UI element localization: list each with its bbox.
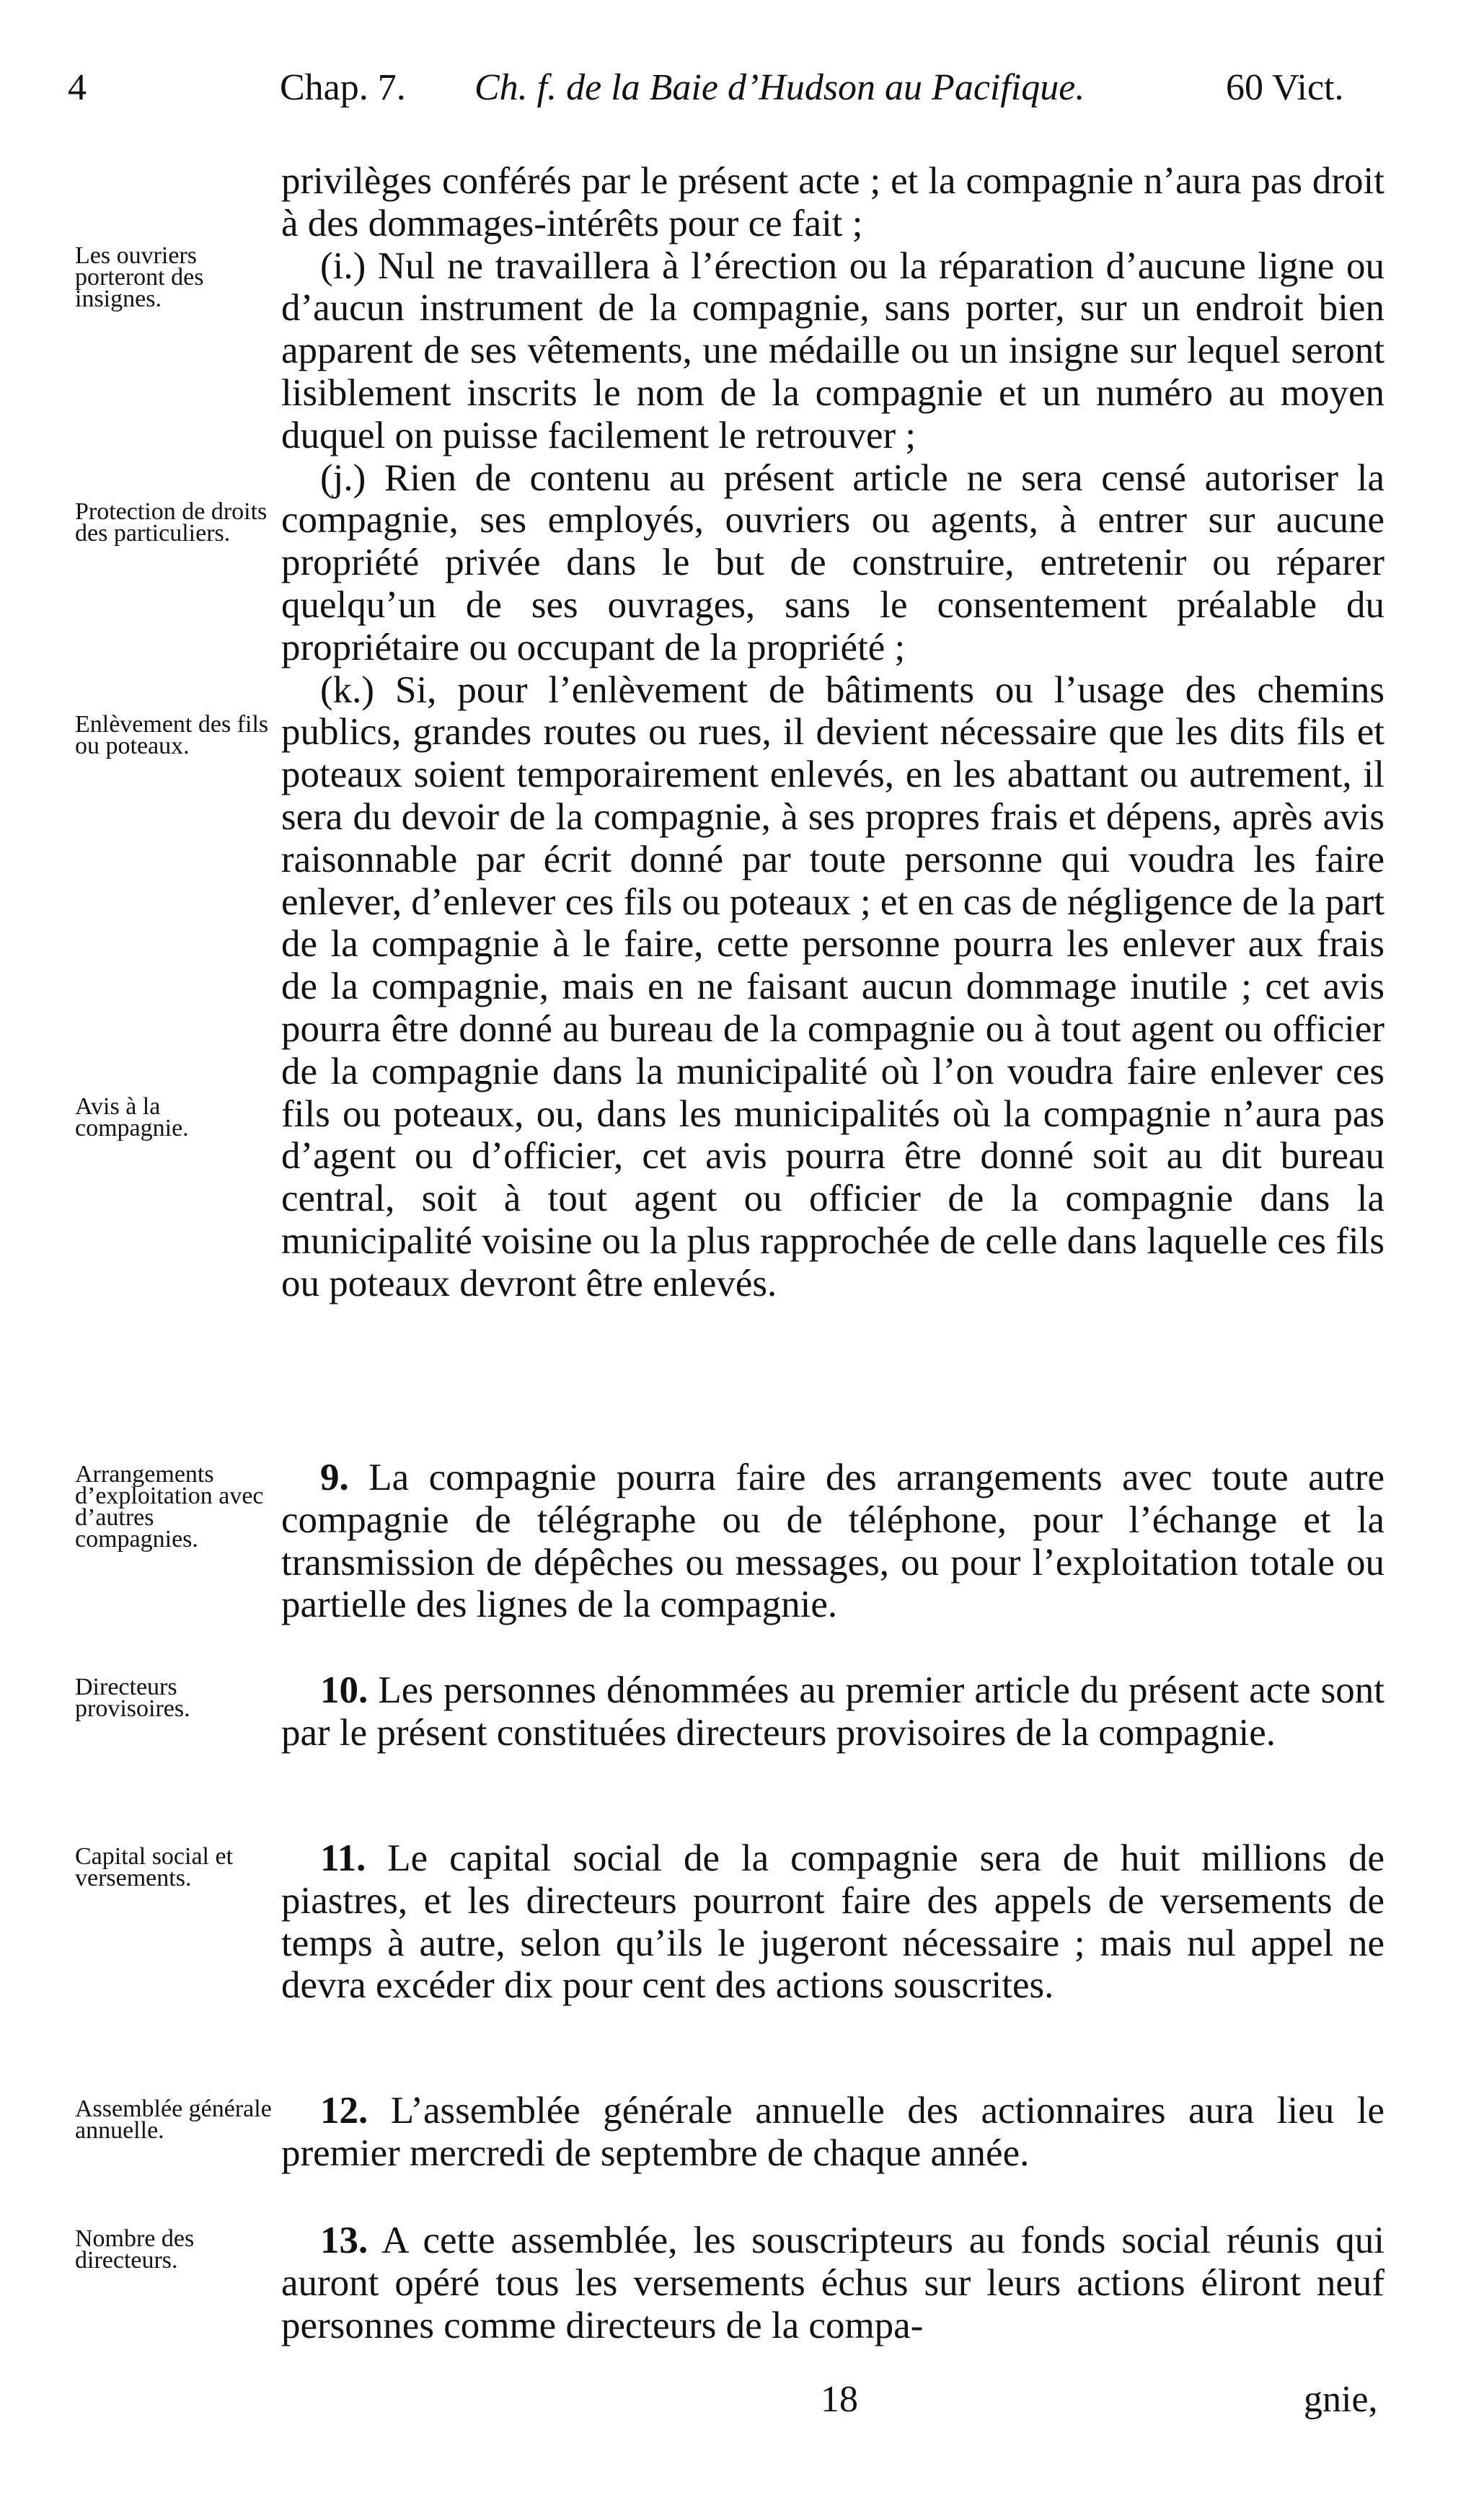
- section-10: [281, 1669, 1384, 1754]
- running-header: [0, 66, 1484, 117]
- paragraph-k: (k.) Si, pour l’enlèvement de bâtiments ou l’usage des chemins publics, grandes routes ou rues, il devient nécessaire que les dits fils et poteaux soient temporairement enlevés, en les abattant ou autrement, il sera du devoir de la compagnie, à ses propres frais et dépens, après avis raisonnable par écrit donné par toute personne qui voudra les faire enlever, d’enlever ces fils ou poteaux ; et en cas de négligence de la part de la compagnie à le faire, cette personne pourra les enlever aux frais de la compagnie, mais en ne faisant aucun dommage inutile ; cet avis pourra être donné au bureau de la compagnie ou à tout agent ou officier de la compagnie dans la municipalité où l’on voudra faire enlever ces fils ou poteaux, ou, dans les municipalités où la compagnie n’aura pas d’agent ou d’officier, cet avis pourra être donné soit au dit bureau central, soit à tout agent ou officier de la compagnie dans la municipalité voisine ou la plus rapprochée de celle dans laquelle ces fils ou poteaux devront être enlevés.: [281, 668, 1384, 1304]
- section-11: [281, 1837, 1384, 2007]
- margin-note-insignes: Les ouvriers porteront des insignes.: [75, 242, 204, 312]
- article-8-subsections: [281, 160, 1384, 1305]
- section-number: 13.: [320, 2220, 368, 2261]
- section-number: 12.: [320, 2090, 368, 2132]
- signature-mark: 18: [821, 2379, 858, 2420]
- margin-note-arrangements: Arrangements d’exploitation avec d’autres compagnies.: [75, 1461, 264, 1553]
- section-number: 9.: [320, 1457, 349, 1498]
- margin-note-enlevement: Enlèvement des fils ou poteaux.: [75, 711, 269, 759]
- margin-note-avis: Avis à la compagnie.: [75, 1093, 189, 1141]
- section-9: [281, 1457, 1384, 1626]
- section-12: [281, 2090, 1384, 2175]
- act-title: Ch. f. de la Baie d’Hudson au Pacifique.: [474, 67, 1085, 108]
- margin-note-capital: Capital social et versements.: [75, 1843, 234, 1891]
- section-text: La compagnie pourra faire des arrangements avec toute autre compagnie de télégraphe ou de téléphone, pour l’échange et la transmission de dépêches ou messages, ou pour l’exploitation totale ou partielle des lignes de la compagnie.: [281, 1457, 1384, 1626]
- margin-note-nombre: Nombre des directeurs.: [75, 2225, 195, 2274]
- margin-note-protection: Protection de droits des particuliers.: [75, 498, 268, 547]
- margin-note-directeurs: Directeurs provisoires.: [75, 1674, 190, 1722]
- page-number: 4: [68, 67, 87, 108]
- chapter-label: Chap. 7.: [280, 67, 406, 108]
- section-13: [281, 2220, 1384, 2346]
- paragraph-i: (i.) Nul ne travaillera à l’érection ou la réparation d’aucune ligne ou d’aucun instrument de la compagnie, sans porter, sur un endroit bien apparent de ses vêtements, une médaille ou un insigne sur lequel seront lisiblement inscrits le nom de la compagnie et un numéro au moyen duquel on puisse facilement le retrouver ;: [281, 244, 1384, 456]
- margin-note-assemblee: Assemblée générale annuelle.: [75, 2096, 272, 2144]
- section-number: 11.: [320, 1837, 366, 1879]
- regnal-year: 60 Vict.: [1226, 67, 1344, 108]
- continuation-text: privilèges conférés par le présent acte ; et la compagnie n’aura pas droit à des dommages-intérêts pour ce fait ;: [281, 160, 1384, 244]
- catchword: gnie,: [1304, 2379, 1378, 2420]
- paragraph-j: (j.) Rien de contenu au présent article ne sera censé autoriser la compagnie, ses employés, ouvriers ou agents, à entrer sur aucune propriété privée dans le but de construire, entretenir ou réparer quelqu’un de ses ouvrages, sans le consentement préalable du propriétaire ou occupant de la propriété ;: [281, 456, 1384, 668]
- section-text: L’assemblée générale annuelle des actionnaires aura lieu le premier mercredi de septembre de chaque année.: [281, 2090, 1384, 2174]
- section-text: Le capital social de la compagnie sera de huit millions de piastres, et les directeurs pourront faire des appels de versements de temps à autre, selon qu’ils le jugeront nécessaire ; mais nul appel ne devra excéder dix pour cent des actions souscrites.: [281, 1837, 1385, 2007]
- section-number: 10.: [320, 1669, 368, 1711]
- section-text: Les personnes dénommées au premier article du présent acte sont par le présent constituées directeurs provisoires de la compagnie.: [281, 1669, 1384, 1754]
- section-text: A cette assemblée, les souscripteurs au fonds social réunis qui auront opéré tous les versements échus sur leurs actions éliront neuf personnes comme directeurs de la compa-: [281, 2220, 1385, 2346]
